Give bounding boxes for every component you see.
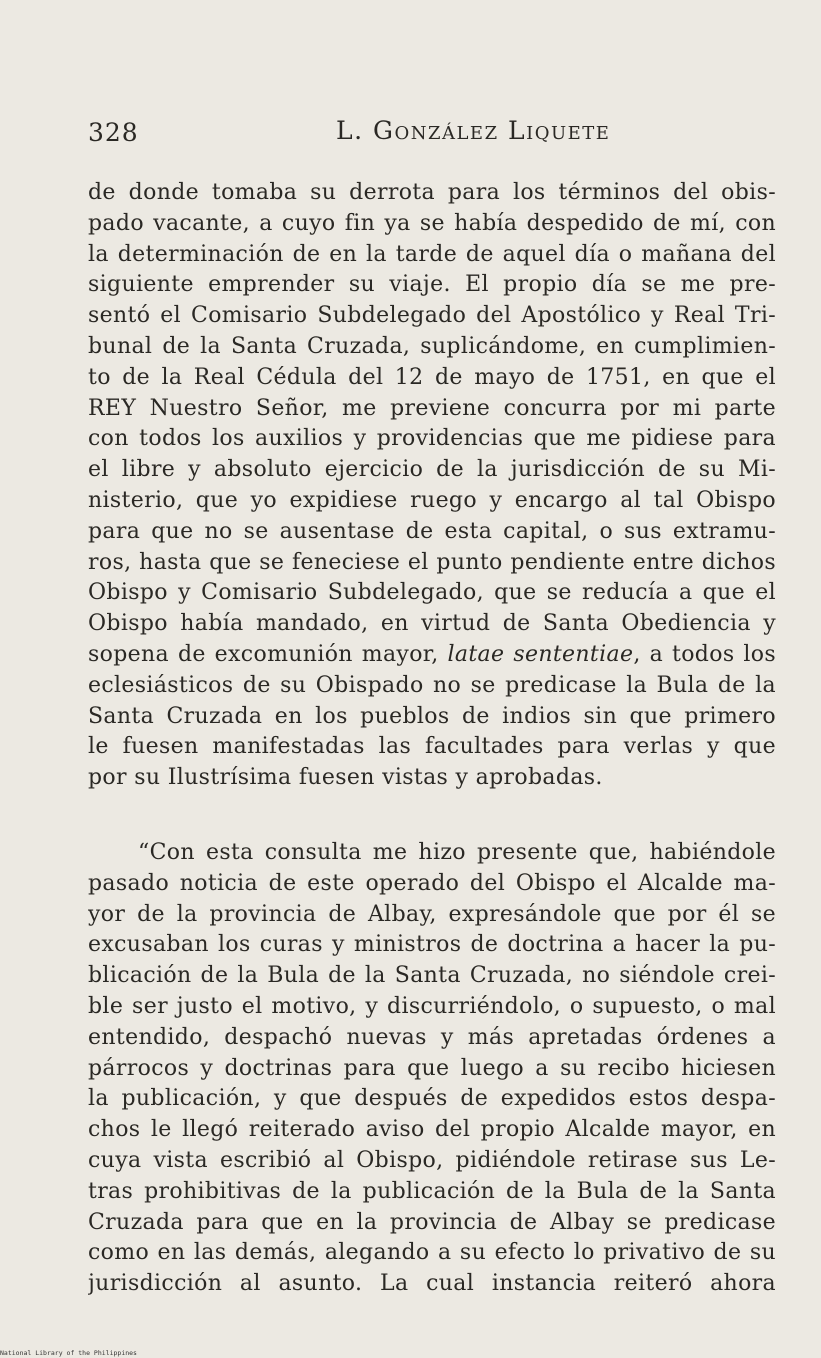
text-line: pasado noticia de este operado del Obispo el Alcalde ma- [88, 870, 776, 896]
running-head: L. González Liquete [336, 116, 611, 145]
text-line: como en las demás, alegando a su efecto lo privativo de su [88, 1240, 776, 1266]
text-line: ble ser justo el motivo, y discurriéndolo, o supuesto, o mal [88, 993, 776, 1019]
text-line: bunal de la Santa Cruzada, suplicándome, en cumplimien- [88, 333, 776, 359]
text-line: Obispo y Comisario Subdelegado, que se reducía a que el [88, 580, 776, 606]
text-line: blicación de la Bula de la Santa Cruzada, no siéndole crei- [88, 963, 776, 989]
text-line: jurisdicción al asunto. La cual instancia reiteró ahora [88, 1271, 776, 1297]
text-line: Santa Cruzada en los pueblos de indios sin que primero [88, 703, 776, 729]
paragraph-gap [88, 794, 776, 838]
page-number: 328 [88, 118, 139, 147]
text-line: Obispo había mandado, en virtud de Santa Obediencia y [88, 611, 776, 637]
text-line: la determinación de en la tarde de aquel día o mañana del [88, 241, 776, 267]
text-line: Cruzada para que en la provincia de Albay se predicase [88, 1209, 776, 1235]
text-line: con todos los auxilios y providencias que me pidiese para [88, 426, 776, 452]
latin-phrase: latae sententiae [447, 641, 634, 667]
text-line: le fuesen manifestadas las facultades para verlas y que [88, 734, 776, 760]
page-header [88, 112, 768, 152]
text-line: sentó el Comisario Subdelegado del Apostólico y Real Tri- [88, 303, 776, 329]
text-line: siguiente emprender su viaje. El propio día se me pre- [88, 272, 776, 298]
text-line: eclesiásticos de su Obispado no se predicase la Bula de la [88, 672, 776, 698]
text-line: cuya vista escribió al Obispo, pidiéndole retirase sus Le- [88, 1147, 776, 1173]
text-line: pado vacante, a cuyo fin ya se había despedido de mí, con [88, 210, 776, 236]
text-line: nisterio, que yo expidiese ruego y encargo al tal Obispo [88, 487, 776, 513]
text-line: to de la Real Cédula del 12 de mayo de 1751, en que el [88, 364, 776, 390]
text-line: tras prohibitivas de la publicación de la Bula de la Santa [88, 1178, 776, 1204]
text-line: excusaban los curas y ministros de doctrina a hacer la pu- [88, 932, 776, 958]
text-line: entendido, despachó nuevas y más apretadas órdenes a [88, 1024, 776, 1050]
text-line: por su Ilustrísima fuesen vistas y aprobadas. [88, 765, 603, 791]
text-line: yor de la provincia de Albay, expresándole que por él se [88, 901, 776, 927]
paragraph-1 [88, 178, 776, 794]
text-line: el libre y absoluto ejercicio de la jurisdicción de su Mi- [88, 457, 776, 483]
text-line: para que no se ausentase de esta capital, o sus extramu- [88, 518, 776, 544]
library-footer: National Library of the Philippines [0, 1349, 137, 1357]
text-line: REY Nuestro Señor, me previene concurra por mi parte [88, 395, 776, 421]
line-text-after: , a todos los [633, 641, 776, 667]
text-line: de donde tomaba su derrota para los términos del obis- [88, 180, 776, 205]
body-text [88, 178, 776, 1300]
text-line: párrocos y doctrinas para que luego a su recibo hiciesen [88, 1055, 776, 1081]
text-line: “Con esta consulta me hizo presente que, habiéndole [138, 839, 776, 865]
text-line: ros, hasta que se feneciese el punto pendiente entre dichos [88, 549, 776, 575]
paragraph-2 [88, 838, 776, 1300]
line-text-before: sopena de excomunión mayor, [88, 641, 448, 667]
text-line-with-italic [88, 640, 776, 671]
text-line: chos le llegó reiterado aviso del propio Alcalde mayor, en [88, 1117, 776, 1143]
text-line: la publicación, y que después de expedidos estos despa- [88, 1086, 776, 1112]
